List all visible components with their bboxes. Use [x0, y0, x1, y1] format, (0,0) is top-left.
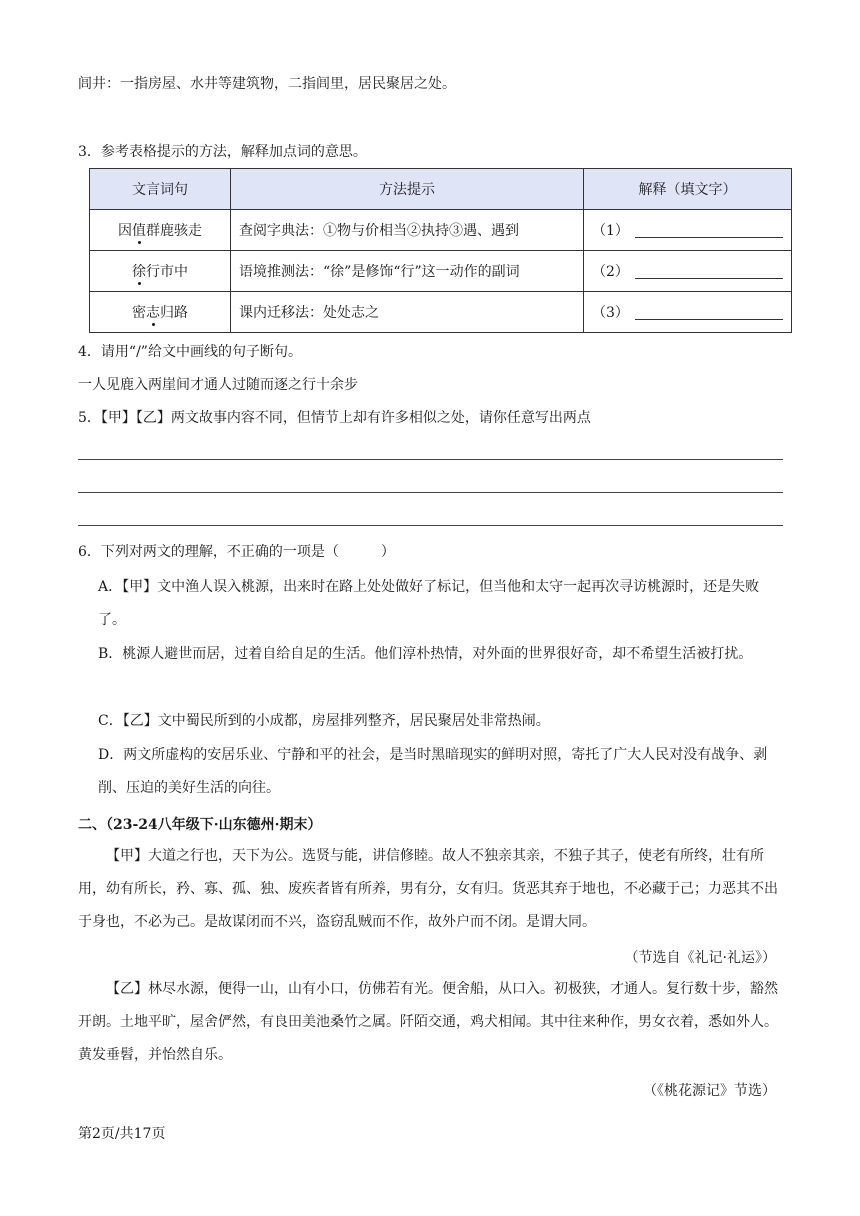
- passage-jia: 【甲】大道之行也，天下为公。选贤与能，讲信修睦。故人不独亲其亲，不独子其子，使老有所终，壮有所用，幼有所长，矜、寡、孤、独、废疾者皆有所养，男有分，女有归。货恶其弃于地也，不必藏于己；力恶其不出于身也，不必为己。是故谋闭而不兴，盗窃乱贼而不作，故外户而不闭。是谓大同。: [78, 848, 778, 930]
- table-header-cell: 解释（填文字）: [584, 169, 792, 210]
- dotted-word: 值: [132, 223, 146, 239]
- method-cell: 查阅字典法：①物与价相当②执持③遇、遇到: [231, 210, 584, 251]
- phrase-cell: 徐行市中: [90, 251, 231, 292]
- passage-jia-source: （节选自《礼记·礼运》）: [624, 950, 776, 966]
- page-footer: 第2页/共17页: [78, 1126, 166, 1142]
- question-3-prompt: 3．参考表格提示的方法，解释加点词的意思。: [78, 144, 367, 160]
- table-header-cell: 文言词句: [90, 169, 231, 210]
- passage-yi-source: （《桃花源记》节选）: [643, 1083, 776, 1099]
- method-table: [89, 168, 792, 333]
- phrase-cell: 密志归路: [90, 292, 231, 333]
- table-row: [90, 251, 792, 292]
- top-note: 闾井：一指房屋、水井等建筑物，二指闾里，居民聚居之处。: [78, 76, 456, 92]
- answer-blank[interactable]: [635, 223, 783, 238]
- table-row: [90, 210, 792, 251]
- table-row: [90, 292, 792, 333]
- table-header-row: [90, 169, 792, 210]
- answer-line[interactable]: [78, 525, 783, 526]
- answer-cell[interactable]: （1）: [584, 210, 792, 251]
- passage-yi: 【乙】林尽水源，便得一山，山有小口，仿佛若有光。便舍船，从口入。初极狭，才通人。复行数十步，豁然开朗。土地平旷，屋舍俨然，有良田美池桑竹之属。阡陌交通，鸡犬相闻。其中往来种作，男女衣着，悉如外人。黄发垂髫，并怡然自乐。: [78, 981, 778, 1063]
- dotted-word: 徐: [132, 264, 146, 280]
- option-c: C．【乙】文中蜀民所到的小成都，房屋排列整齐，居民聚居处非常热闹。: [98, 713, 550, 729]
- question-5-prompt: 5．【甲】【乙】两文故事内容不同，但情节上却有许多相似之处，请你任意写出两点: [78, 410, 591, 426]
- method-cell: 语境推测法：“徐”是修饰“行”这一动作的副词: [231, 251, 584, 292]
- option-d: D．两文所虚构的安居乐业、宁静和平的社会，是当时黑暗现实的鲜明对照，寄托了广大人民对没有战争、剥削、压迫的美好生活的向往。: [98, 747, 768, 796]
- option-a: A．【甲】文中渔人误入桃源，出来时在路上处处做好了标记，但当他和太守一起再次寻访桃源时，还是失败了。: [98, 579, 760, 628]
- question-6-prompt: 6．下列对两文的理解，不正确的一项是（ ）: [78, 544, 395, 560]
- phrase-cell: 因值群鹿骇走: [90, 210, 231, 251]
- answer-blank[interactable]: [635, 305, 783, 320]
- method-cell: 课内迁移法：处处志之: [231, 292, 584, 333]
- section-2-heading: 二、（23-24八年级下·山东德州·期末）: [78, 817, 322, 833]
- answer-line[interactable]: [78, 492, 783, 493]
- question-4-sentence: 一人见鹿入两崖间才通人过随而逐之行十余步: [78, 377, 358, 393]
- answer-line[interactable]: [78, 459, 783, 460]
- answer-cell[interactable]: （2）: [584, 251, 792, 292]
- dotted-word: 志: [146, 305, 160, 321]
- answer-blank[interactable]: [635, 264, 783, 279]
- answer-cell[interactable]: （3）: [584, 292, 792, 333]
- option-b: B．桃源人避世而居，过着自给自足的生活。他们淳朴热情，对外面的世界很好奇，却不希望生活被打扰。: [98, 646, 753, 662]
- table-header-cell: 方法提示: [231, 169, 584, 210]
- question-4-prompt: 4．请用“/”给文中画线的句子断句。: [78, 344, 302, 360]
